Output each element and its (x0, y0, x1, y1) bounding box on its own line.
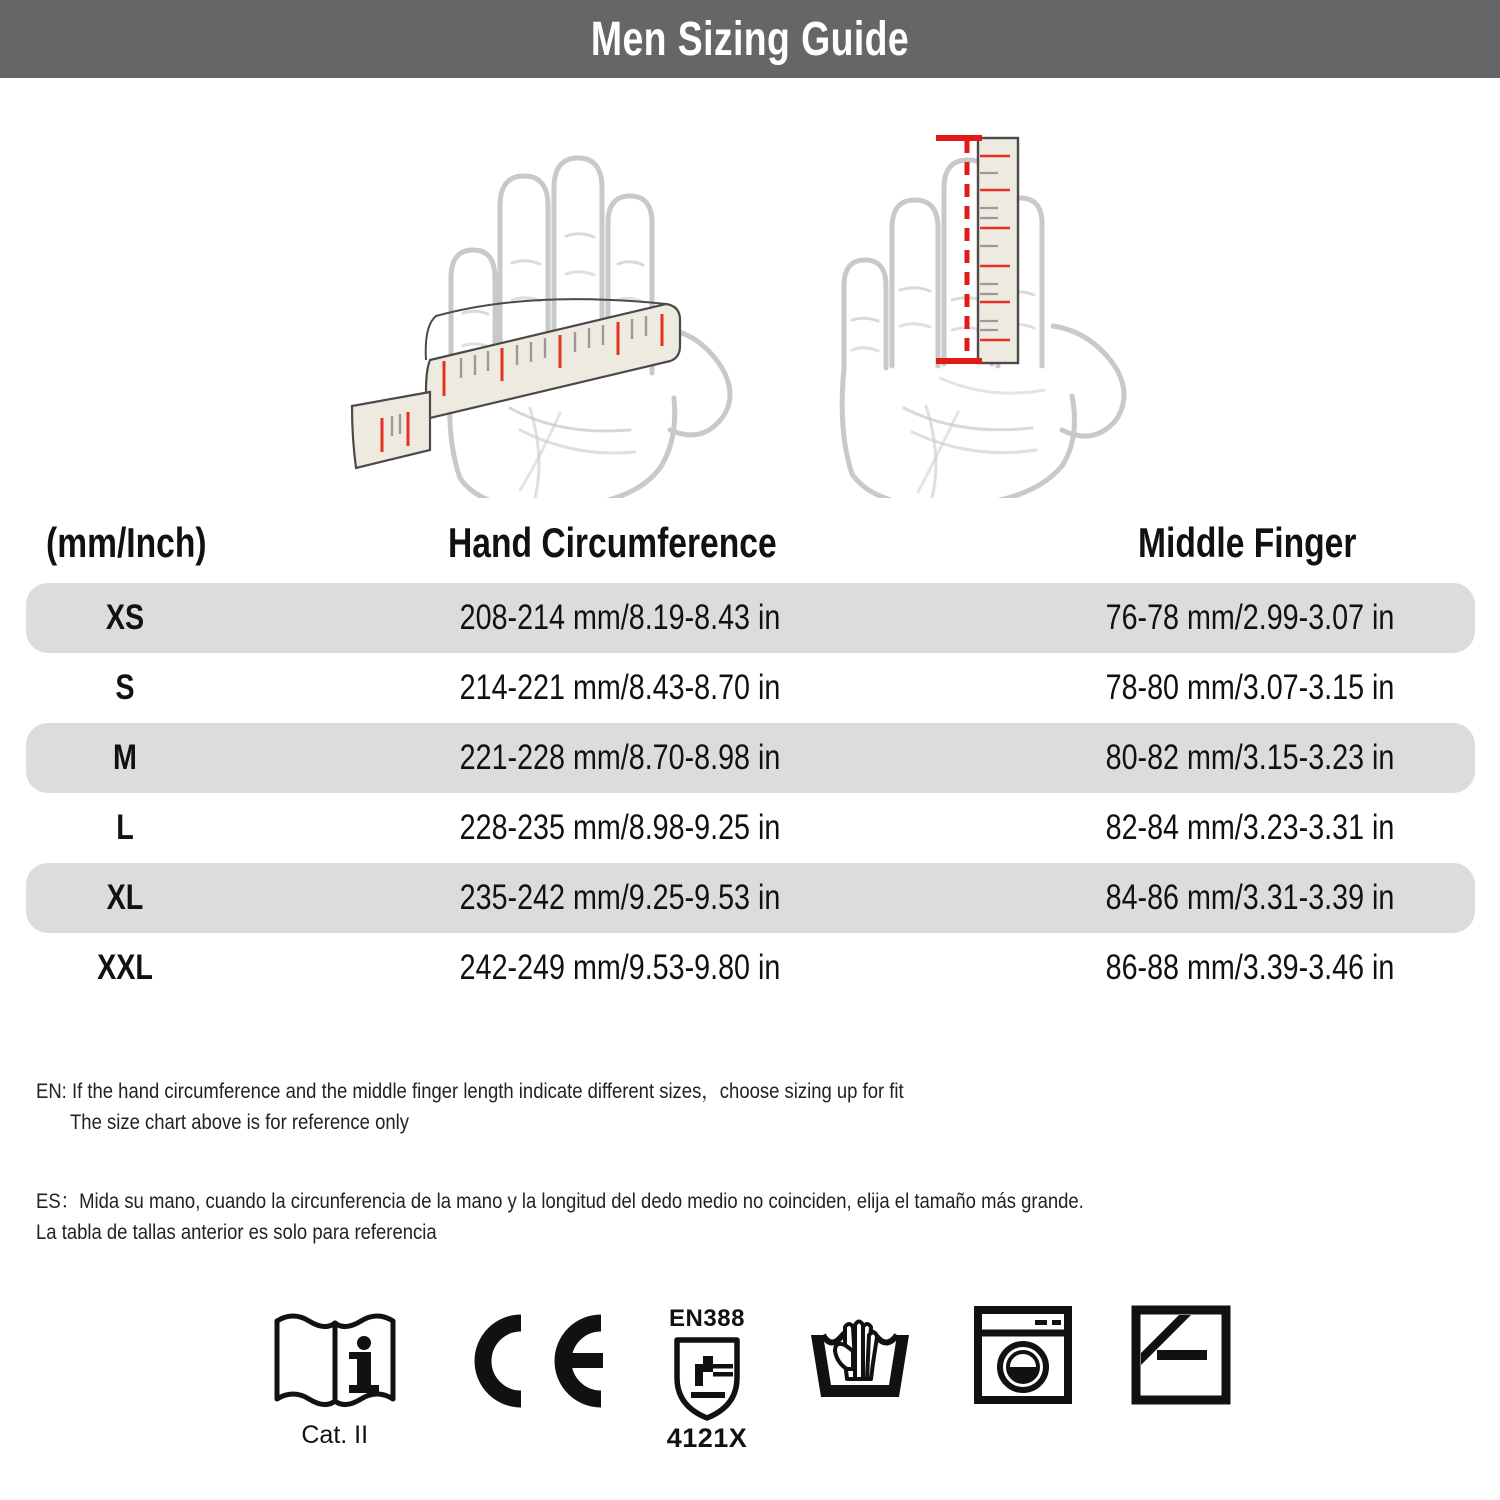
table-row (0, 933, 1500, 1003)
certification-icon-strip (0, 1305, 1500, 1480)
hand-circumference-cell: 235-242 mm/9.25-9.53 in (459, 878, 781, 917)
note-en-line-1: EN: If the hand circumference and the middle finger length indicate different sizes，choose sizing up for fit (36, 1080, 904, 1103)
flat-dry-icon (1131, 1305, 1231, 1405)
size-cell: M (113, 738, 137, 777)
table-row (0, 723, 1500, 793)
hand-circumference-cell: 228-235 mm/8.98-9.25 in (459, 808, 781, 847)
middle-finger-length-diagram (800, 78, 1200, 498)
middle-finger-cell: 76-78 mm/2.99-3.07 in (1105, 598, 1395, 637)
column-header-finger: Middle Finger (1138, 519, 1357, 566)
table-row (0, 793, 1500, 863)
instructions-booklet-icon-group (269, 1305, 401, 1450)
middle-finger-cell: 80-82 mm/3.15-3.23 in (1105, 738, 1395, 777)
flat-dry-icon-group (1131, 1305, 1231, 1405)
hand-circumference-cell: 214-221 mm/8.43-8.70 in (459, 668, 781, 707)
hand-wash-icon-group (805, 1305, 915, 1405)
size-cell: XS (105, 598, 145, 637)
machine-wash-icon (973, 1305, 1073, 1405)
table-body (0, 583, 1500, 1003)
size-cell: XL (106, 878, 144, 917)
note-es-line-2: La tabla de tallas anterior es solo para referencia (36, 1221, 437, 1244)
en388-standard-label: EN388 (669, 1305, 745, 1332)
hand-wash-icon (805, 1305, 915, 1405)
column-header-size: (mm/Inch) (46, 519, 207, 566)
page-title: Men Sizing Guide (590, 12, 910, 66)
size-cell: XXL (97, 948, 153, 987)
ce-mark-icon (459, 1305, 609, 1417)
note-en-line-2: The size chart above is for reference only (70, 1111, 409, 1134)
size-cell: L (116, 808, 134, 847)
table-row (0, 653, 1500, 723)
instructions-booklet-icon (269, 1305, 401, 1417)
column-header-hand: Hand Circumference (448, 519, 777, 566)
hand-circumference-cell: 242-249 mm/9.53-9.80 in (459, 948, 781, 987)
en388-shield-icon (669, 1334, 745, 1422)
hand-circumference-cell: 221-228 mm/8.70-8.98 in (459, 738, 781, 777)
middle-finger-cell: 82-84 mm/3.23-3.31 in (1105, 808, 1395, 847)
middle-finger-cell: 78-80 mm/3.07-3.15 in (1105, 668, 1395, 707)
ce-mark-icon-group (459, 1305, 609, 1417)
size-table (0, 505, 1500, 1003)
middle-finger-cell: 84-86 mm/3.31-3.39 in (1105, 878, 1395, 917)
table-row (0, 583, 1500, 653)
table-header-row (0, 505, 1500, 583)
middle-finger-cell: 86-88 mm/3.39-3.46 in (1105, 948, 1395, 987)
illustrations-band (0, 78, 1500, 498)
hand-circumference-diagram (330, 78, 750, 498)
header-bar (0, 0, 1500, 78)
tape-measure (352, 299, 680, 468)
machine-wash-icon-group (973, 1305, 1073, 1405)
instructions-booklet-caption: Cat. II (301, 1421, 369, 1449)
table-row (0, 863, 1500, 933)
note-es-line-1: ES：Mida su mano, cuando la circunferencia de la mano y la longitud del dedo medio no coinciden, elija el tamaño más grande. (36, 1190, 1084, 1213)
hand-circumference-cell: 208-214 mm/8.19-8.43 in (459, 598, 781, 637)
en388-icon-group (667, 1305, 748, 1454)
en388-rating-label: 4121X (666, 1423, 748, 1453)
size-cell: S (115, 668, 135, 707)
